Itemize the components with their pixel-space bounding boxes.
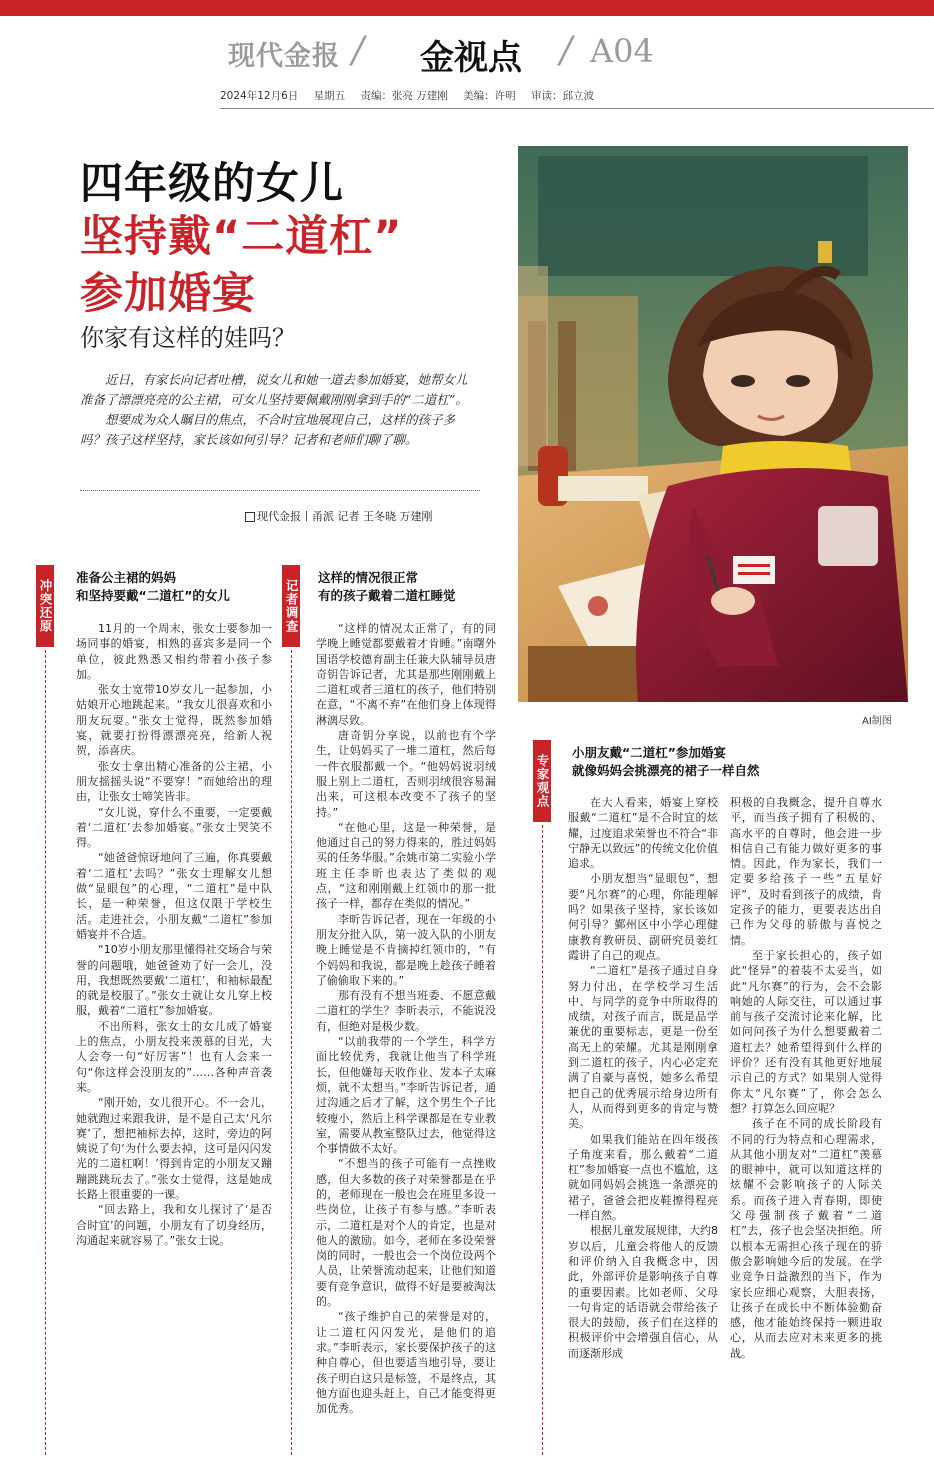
paragraph: 张女士宽带10岁女儿一起参加，小姑娘开心地跳起来。“我女儿很喜欢和小朋友玩耍。”张女士觉得，既然参加婚宴，就要打扮得漂漂亮亮，给新人祝贺，添喜庆。 (76, 683, 272, 758)
section-tag-investigation: 记者调查 (282, 565, 300, 647)
paragraph: “二道杠”是孩子通过自身努力付出，在学校学习生活中、与同学的竞争中所取得的成绩，对孩子而言，既是品学兼优的重要标志，更是一份至高无上的荣耀。尤其是刚刚拿到二道杠的孩子，内心必定充满了自豪与喜悦，她多么希望把自己的优秀展示给身边所有人，从而得到更多的肯定与赞美。 (568, 964, 718, 1131)
issue-weekday: 星期五 (313, 90, 346, 102)
paragraph: “不想当的孩子可能有一点挫败感，但大多数的孩子对荣誉都是在乎的，老师现在一般也会在班里多设一些岗位，让孩子有参与感。”李昕表示，二道杠是对个人的肯定，也是对他人的激励。如今，老师在多设荣誉岗的同时，一般也会一个岗位设两个人员，让荣誉流动起来，让他们知道要有竞争意识，做得不好是要被淘汰的。 (316, 1157, 496, 1309)
paragraph: 不出所料，张女士的女儿成了婚宴上的焦点，小朋友投来羡慕的目光，大人会夸一句“好厉害”！也有人会来一句“你这样会没朋友的”……各种声音袭来。 (76, 1019, 272, 1094)
section-tag-conflict: 冲突还原 (36, 565, 54, 647)
column-divider (291, 650, 292, 1455)
masthead-slash: / (560, 30, 573, 71)
paragraph: “女儿说，穿什么不重要，一定要戴着‘二道杠’去参加婚宴。”张女士哭笑不得。 (76, 805, 272, 850)
issue-info-line (220, 88, 934, 106)
lede-paragraph: 近日，有家长向记者吐槽，说女儿和她一道去参加婚宴，她帮女儿准备了漂漂亮亮的公主裙，可女儿坚持要佩戴刚刚拿到手的“二道杠”。 (80, 372, 468, 407)
headline-subtitle: 你家有这样的娃吗？ (80, 324, 296, 352)
paragraph: 根据儿童发展规律，大约8岁以后，儿童会将他人的反馈和评价纳入自我概念中，因此，外部评价是影响孩子自尊的重要因素。比如老师、父母一句肯定的话语就会带给孩子很大的鼓励，孩子们在这样的积极评价中会增强自信心，从而逐渐形成 (568, 1224, 718, 1360)
masthead-slash: / (352, 30, 365, 71)
newspaper-name: 现代金报 (228, 41, 340, 72)
paragraph: “以前我带的一个学生，科学方面比较优秀，我就让他当了科学班长，但他嫌每天收作业、发本子太麻烦，就不太想当。”李昕告诉记者，通过沟通之后才了解，这个男生个子比较瘦小，然后上科学课都是在专业教室，需要从教室整队过去，他觉得这个事情做不太好。 (316, 1035, 496, 1156)
byline-box-icon (245, 512, 255, 522)
paragraph: 小朋友想当“显眼包”，想要“凡尔赛”的心理，你能理解吗？如果孩子坚持，家长该如何引导？鄞州区中小学心理健康教育教研员、副研究员姜红霞讲了自己的观点。 (568, 872, 718, 962)
paragraph: “她爸爸惊讶地问了三遍，你真要戴着‘二道杠’去吗？”张女士理解女儿想做“显眼包”的心理，“二道杠”是中队长，是一种荣誉，但这仅限于学校生活。走进社会，小朋友戴“二道杠”参加婚宴并不合适。 (76, 851, 272, 941)
paragraph: 唐奇钥分享说，以前也有个学生，让妈妈买了一堆二道杠，然后每一件衣服都戴一个。“他妈妈说羽绒服上别上二道杠，否则羽绒很容易漏出来，可这根本改变不了孩子的坚持。” (316, 729, 496, 819)
issue-editor: 责编：张亮 万建刚 (360, 90, 448, 102)
issue-designer: 美编：许明 (463, 90, 516, 102)
expert-body-a (568, 795, 718, 1455)
hero-illustration (518, 146, 908, 702)
byline-text: 现代金报丨甬派 记者 王冬晓 万建刚 (257, 510, 433, 523)
section-tag-expert: 专家观点 (533, 740, 551, 822)
paragraph: 如果我们能站在四年级孩子角度来看，那么戴着“二道杠”参加婚宴一点也不尴尬，这就如同妈妈会挑选一条漂亮的裙子，爸爸会把皮鞋擦得程亮一样自然。 (568, 1132, 718, 1223)
expert-head-1: 小朋友戴“二道杠”参加婚宴 (572, 745, 726, 760)
header-rule (220, 108, 934, 109)
masthead (0, 26, 934, 82)
conflict-body (76, 621, 272, 1456)
column-divider (542, 825, 543, 1455)
paragraph: “这样的情况太正常了，有的同学晚上睡觉都要戴着才肯睡。”南曙外国语学校德育副主任兼大队辅导员唐奇钥告诉记者，尤其是那些刚刚戴上二道杠或者三道杠的孩子，他们特别在意，“不离不弃”在他们身上体现得淋漓尽致。 (316, 622, 496, 727)
paragraph: 11月的一个周末，张女士要参加一场同事的婚宴，相熟的喜宾多是同一个单位，彼此熟悉又相约带着小孩子参加。 (76, 622, 272, 681)
paragraph: 张女士拿出精心准备的公主裙，小朋友摇摇头说“不要穿！”而她给出的理由，让张女士啼笑皆非。 (76, 759, 272, 804)
girl-studying-illustration (518, 146, 908, 702)
paragraph: “刚开始，女儿很开心。不一会儿，她就跑过来跟我讲，是不是自己太‘凡尔赛’了，想把袖标去掉，这时，旁边的阿姨说了句‘为什么要去掉，这可是闪闪发光的二道杠啊！’得到肯定的小朋友又蹦蹦跳跳玩去了。”张女士觉得，这是她成长路上很重要的一课。 (76, 1096, 272, 1201)
investigation-head-1: 这样的情况很正常 (318, 570, 419, 585)
paragraph: 李昕告诉记者，现在一年级的小朋友分批入队，第一波入队的小朋友晚上睡觉是不肯摘掉红领巾的，“有个妈妈和我说，都是晚上趁孩子睡着了偷偷取下来的。” (316, 912, 496, 987)
paragraph: 那有没有不想当班委、不愿意戴二道杠的学生？李昕表示，不能说没有，但绝对是极少数。 (316, 989, 496, 1033)
expert-body-b (730, 795, 882, 1455)
expert-head-2: 就像妈妈会挑漂亮的裙子一样自然 (572, 763, 760, 778)
image-credit: AI制图 (862, 716, 892, 727)
issue-reviewer: 审读：邱立波 (530, 90, 594, 102)
paragraph: 至于家长担心的，孩子如此“怪异”的着装不太妥当，如此“凡尔赛”的行为，会不会影响她的人际交往，可以通过事前与孩子交流讨论来化解，比如问问孩子为什么想要戴着二道杠去？她希望得到什么样的评价？还有没有其他更好地展示自己的方式？如果别人觉得你太“凡尔赛”了，你会怎么想？打算怎么回应呢？ (730, 948, 882, 1115)
investigation-body (316, 621, 496, 1456)
headline-line-3: 参加婚宴 (80, 269, 256, 319)
investigation-head-2: 有的孩子戴着二道杠睡觉 (318, 588, 456, 603)
byline (245, 508, 433, 524)
issue-date: 2024年12月6日 (220, 90, 299, 102)
lede-divider (80, 490, 480, 491)
paragraph: “孩子维护自己的荣誉是对的，让二道杠闪闪发光，是他们的追求。”李昕表示，家长要保护孩子的这种自尊心，但也要适当地引导，要让孩子明白这只是标签，不是终点，其他方面也迎头赶上，自己才能变得更加优秀。 (316, 1310, 496, 1416)
top-color-bar (0, 0, 934, 16)
lede (80, 370, 470, 450)
paragraph: “回去路上，我和女儿探讨了‘是否合时宜’的问题，小朋友有了切身经历，沟通起来就容易了。”张女士说。 (76, 1203, 272, 1247)
paragraph: “10岁小朋友那里懂得社交场合与荣誉的问题哦，她爸爸劝了好一会儿，没用，我想既然要戴‘二道杠’，和袖标最配的就是校服了。”张女士就让女儿穿上校服，戴着“二道杠”参加婚宴。 (76, 943, 272, 1018)
headline-line-1: 四年级的女儿 (80, 159, 344, 209)
page-number: A04 (590, 32, 654, 70)
headline-line-2: 坚持戴“二道杠” (80, 212, 403, 262)
paragraph: 积极的自我概念，提升自尊水平，而当孩子拥有了积极的、高水平的自尊时，他会进一步相信自己有能力做好更多的事情。因此，作为家长，我们一定要多给孩子一些“五星好评”，及时看到孩子的成绩，肯定孩子的能力，更要表达出自己作为父母的骄傲与喜悦之情。 (730, 796, 882, 947)
paragraph: 在大人看来，婚宴上穿校服戴“二道杠”是不合时宜的炫耀，过度追求荣誉也不符合“非宁静无以致远”的传统文化价值追求。 (568, 796, 718, 871)
paragraph: “在他心里，这是一种荣誉，是他通过自己的努力得来的，胜过妈妈买的任务华服。”余姚市第二实验小学班主任李昕也表达了类似的观点，“这和刚刚戴上红领巾的那一批孩子一样，都存在类似的情况。” (316, 820, 496, 911)
column-divider (45, 650, 46, 1455)
section-name: 金视点 (420, 38, 522, 78)
conflict-head-2: 和坚持要戴“二道杠”的女儿 (76, 588, 230, 603)
conflict-head-1: 准备公主裙的妈妈 (76, 570, 177, 585)
paragraph: 孩子在不同的成长阶段有不同的行为特点和心理需求，从其他小朋友对“二道杠”羡慕的眼神中，就可以知道这样的炫耀不会影响孩子的人际关系。而孩子进入青春期，即使父母强制孩子戴着“二道杠”去，孩子也会坚决拒绝。所以根本无需担心孩子现在的骄傲会影响她今后的发展。在学业竞争日益激烈的当下，作为家长应细心观察，大胆表扬，让孩子在成长中不断体验勤奋感，他才能始终保持一颗进取心，从而去应对未来更多的挑战。 (730, 1117, 882, 1360)
lede-paragraph: 想要成为众人瞩目的焦点，不合时宜地展现自己，这样的孩子多吗？孩子这样坚持，家长该如何引导？记者和老师们聊了聊。 (80, 412, 456, 447)
